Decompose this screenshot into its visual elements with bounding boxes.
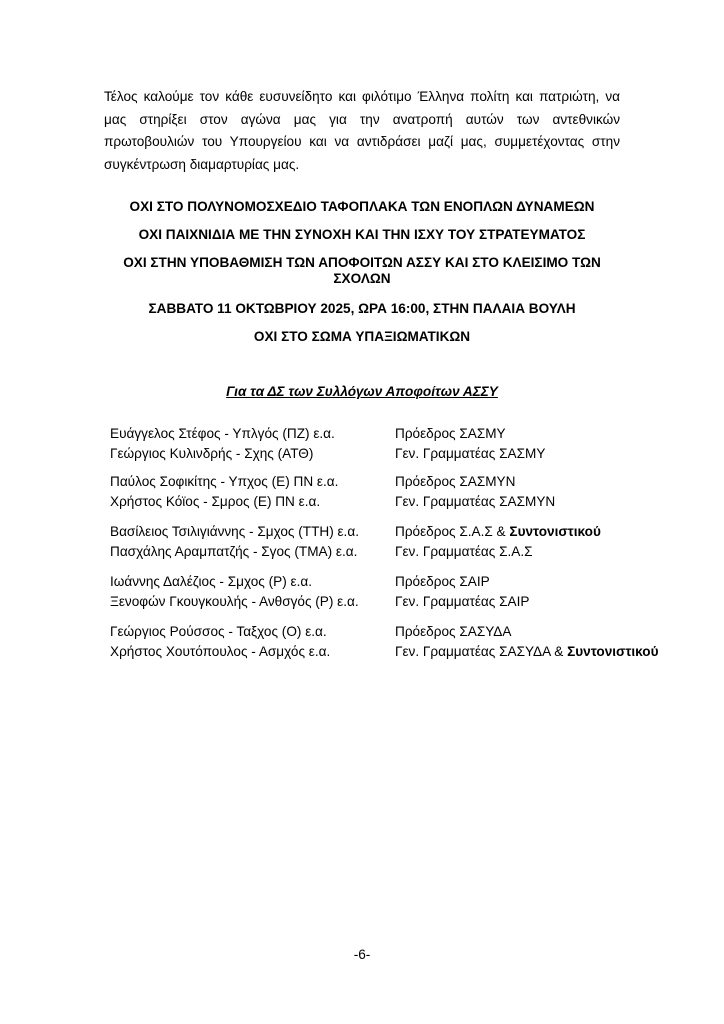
signatures-heading: Για τα ΔΣ των Συλλόγων Αποφοίτων ΑΣΣΥ bbox=[226, 384, 498, 399]
signatory-name: Ιωάννης Δαλέζιος - Σμχος (Ρ) ε.α. bbox=[110, 574, 313, 589]
signatory-role: Πρόεδρος Σ.Α.Σ & Συντονιστικού bbox=[395, 524, 601, 539]
signature-row bbox=[110, 592, 700, 612]
signatory-name: Γεώργιος Ρούσσος - Ταξχος (Ο) ε.α. bbox=[110, 624, 327, 639]
signatory-name: Πασχάλης Αραμπατζής - Σγος (ΤΜΑ) ε.α. bbox=[110, 544, 358, 559]
slogan-1: ΟΧΙ ΣΤΟ ΠΟΛΥΝΟΜΟΣΧΕΔΙΟ ΤΑΦΟΠΛΑΚΑ ΤΩΝ ΕΝΟΠΛΩΝ ΔΥΝΑΜΕΩΝ bbox=[129, 199, 595, 214]
signatory-name: Γεώργιος Κυλινδρής - Σχης (ΑΤΘ) bbox=[110, 446, 314, 461]
signatory-name: Ξενοφών Γκουγκουλής - Ανθσγός (Ρ) ε.α. bbox=[110, 594, 359, 609]
signature-row bbox=[110, 572, 700, 592]
slogan-2: ΟΧΙ ΠΑΙΧΝΙΔΙΑ ΜΕ ΤΗΝ ΣΥΝΟΧΗ ΚΑΙ ΤΗΝ ΙΣΧΥ ΤΟΥ ΣΤΡΑΤΕΥΜΑΤΟΣ bbox=[138, 227, 586, 242]
signatory-role: Γεν. Γραμματέας ΣΑΙΡ bbox=[395, 594, 530, 609]
signature-group-sas bbox=[110, 522, 700, 562]
signatory-name: Παύλος Σοφικίτης - Υπχος (Ε) ΠΝ ε.α. bbox=[110, 474, 339, 489]
signature-row bbox=[110, 642, 700, 662]
signatory-role: Πρόεδρος ΣΑΣΥΔΑ bbox=[395, 624, 512, 639]
signature-group-sasmyn bbox=[110, 472, 700, 512]
signatory-name: Χρήστος Χουτόπουλος - Ασμχός ε.α. bbox=[110, 644, 331, 659]
signature-group-sair bbox=[110, 572, 700, 612]
signature-row bbox=[110, 542, 700, 562]
signature-row bbox=[110, 444, 700, 464]
signature-row bbox=[110, 522, 700, 542]
page-number: -6- bbox=[353, 947, 371, 962]
signature-group-sasyda bbox=[110, 622, 700, 662]
slogan-3: ΟΧΙ ΣΤΗΝ ΥΠΟΒΑΘΜΙΣΗ ΤΩΝ ΑΠΟΦΟΙΤΩΝ ΑΣΣΥ ΚΑΙ ΣΤΟ ΚΛΕΙΣΙΜΟ ΤΩΝ ΣΧΟΛΩΝ bbox=[123, 255, 601, 286]
signatory-name: Βασίλειος Τσιλιγιάννης - Σμχος (ΤΤΗ) ε.α. bbox=[110, 524, 359, 539]
signatory-role: Γεν. Γραμματέας ΣΑΣΜΥΝ bbox=[395, 494, 556, 509]
signatory-role: Γεν. Γραμματέας Σ.Α.Σ bbox=[395, 544, 533, 559]
signatory-role: Πρόεδρος ΣΑΙΡ bbox=[395, 574, 490, 589]
signatory-name: Χρήστος Κόϊος - Σμρος (Ε) ΠΝ ε.α. bbox=[110, 494, 321, 509]
signature-row bbox=[110, 472, 700, 492]
signatory-role: Πρόεδρος ΣΑΣΜΥΝ bbox=[395, 474, 516, 489]
signatory-role: Γεν. Γραμματέας ΣΑΣΜΥ bbox=[395, 446, 546, 461]
signatory-role: Γεν. Γραμματέας ΣΑΣΥΔΑ & Συντονιστικού bbox=[395, 644, 659, 659]
slogan-5: ΟΧΙ ΣΤΟ ΣΩΜΑ ΥΠΑΞΙΩΜΑΤΙΚΩΝ bbox=[253, 329, 471, 344]
coordinating-committee-label: Συντονιστικού bbox=[567, 644, 659, 659]
signatory-role: Πρόεδρος ΣΑΣΜΥ bbox=[395, 426, 506, 441]
intro-paragraph: Τέλος καλούμε τον κάθε ευσυνείδητο και φιλότιμο Έλληνα πολίτη και πατριώτη, να μας στηρίξει στον αγώνα μας για την ανατροπή αυτών των αντεθνικών πρωτοβουλιών του Υπουργείου και να αντιδράσει μαζί μας, συμμετέχοντας στην συγκέντρωση διαμαρτυρίας μας. bbox=[104, 89, 620, 172]
signature-group-sasmy bbox=[110, 424, 700, 464]
signature-row bbox=[110, 622, 700, 642]
signature-row bbox=[110, 492, 700, 512]
slogan-4-event-details: ΣΑΒΒΑΤΟ 11 ΟΚΤΩΒΡΙΟΥ 2025, ΩΡΑ 16:00, ΣΤΗΝ ΠΑΛΑΙΑ ΒΟΥΛΗ bbox=[148, 301, 576, 316]
signatory-name: Ευάγγελος Στέφος - Υπλγός (ΠΖ) ε.α. bbox=[110, 426, 335, 441]
signature-row bbox=[110, 424, 700, 444]
coordinating-committee-label: Συντονιστικού bbox=[509, 524, 601, 539]
